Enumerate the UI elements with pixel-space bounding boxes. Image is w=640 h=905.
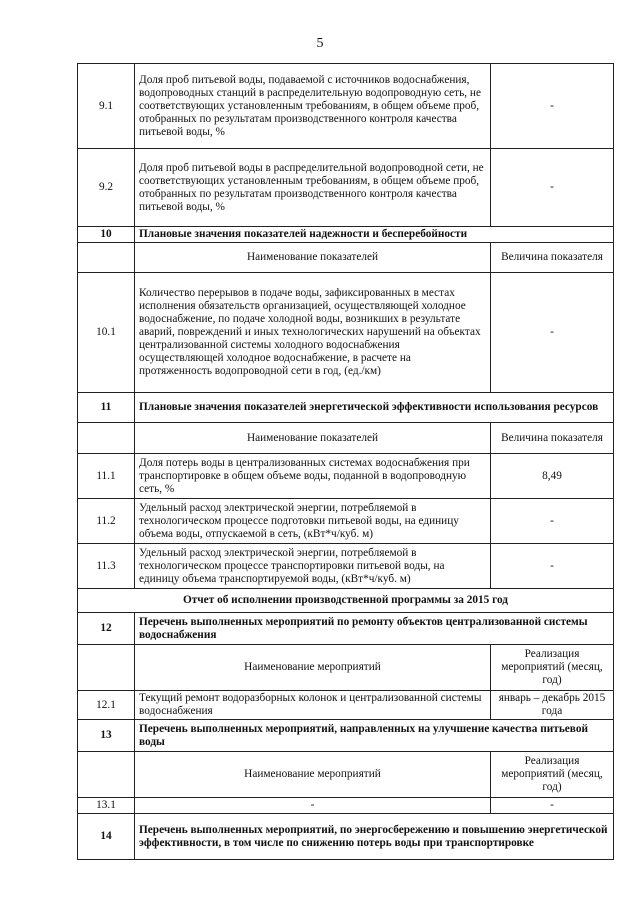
indicator-name: Удельный расход электрической энергии, потребляемой в технологическом процессе подготовки питьевой воды, на единицу объема воды, отпускаемой в сеть, (кВт*ч/куб. м) bbox=[135, 499, 491, 544]
header-row bbox=[78, 423, 614, 454]
header-row bbox=[78, 645, 614, 691]
activity-name: Текущий ремонт водоразборных колонок и централизованной системы водоснабжения bbox=[135, 691, 491, 720]
indicator-value: - bbox=[491, 64, 614, 149]
section-number: 12 bbox=[78, 613, 135, 645]
section-title: Плановые значения показателей энергетической эффективности использования ресурсов bbox=[135, 393, 614, 423]
table-row bbox=[78, 64, 614, 149]
column-header-value: Величина показателя bbox=[491, 423, 614, 454]
program-table bbox=[77, 63, 614, 860]
row-number: 11.1 bbox=[78, 454, 135, 499]
section-title: Перечень выполненных мероприятий, по энергосбережению и повышению энергетической эффективности, в том числе по снижению потерь воды при транспортировке bbox=[135, 814, 614, 860]
activity-name: - bbox=[135, 798, 491, 814]
column-header-name: Наименование показателей bbox=[135, 423, 491, 454]
indicator-name: Удельный расход электрической энергии, потребляемой в технологическом процессе транспортировки питьевой воды, на единицу объема транспортируемой воды, (кВт*ч/куб. м) bbox=[135, 544, 491, 589]
section-row bbox=[78, 227, 614, 243]
table-row bbox=[78, 544, 614, 589]
table-row bbox=[78, 149, 614, 227]
section-title: Перечень выполненных мероприятий, направленных на улучшение качества питьевой воды bbox=[135, 720, 614, 752]
indicator-name: Доля проб питьевой воды в распределительной водопроводной сети, не соответствующих установленным требованиям, в общем объеме проб, отобранных по результатам производственного контроля качества питьевой воды, % bbox=[135, 149, 491, 227]
empty-cell bbox=[78, 243, 135, 273]
section-title: Перечень выполненных мероприятий по ремонту объектов централизованной системы водоснабжения bbox=[135, 613, 614, 645]
column-header-name: Наименование показателей bbox=[135, 243, 491, 273]
indicator-name: Количество перерывов в подаче воды, зафиксированных в местах исполнения обязательств организацией, осуществляющей холодное водоснабжение, по подаче холодной воды, возникших в результате аварий, повреждений и иных технологических нарушений на объектах централизованной системы холодного водоснабжения осуществляющей холодное водоснабжение, в расчете на протяженность водопроводной сети в год, (ед./км) bbox=[135, 273, 491, 393]
table-row bbox=[78, 273, 614, 393]
row-number: 11.3 bbox=[78, 544, 135, 589]
table-row bbox=[78, 798, 614, 814]
indicator-value: 8,49 bbox=[491, 454, 614, 499]
row-number: 10.1 bbox=[78, 273, 135, 393]
report-row bbox=[78, 589, 614, 613]
section-number: 13 bbox=[78, 720, 135, 752]
section-title: Плановые значения показателей надежности и бесперебойности bbox=[135, 227, 614, 243]
header-row bbox=[78, 752, 614, 798]
indicator-value: - bbox=[491, 499, 614, 544]
section-number: 14 bbox=[78, 814, 135, 860]
row-number: 13.1 bbox=[78, 798, 135, 814]
column-header-value: Реализация мероприятий (месяц, год) bbox=[491, 645, 614, 691]
header-row bbox=[78, 243, 614, 273]
empty-cell bbox=[78, 752, 135, 798]
row-number: 9.2 bbox=[78, 149, 135, 227]
table-row bbox=[78, 691, 614, 720]
indicator-value: - bbox=[491, 149, 614, 227]
indicator-name: Доля потерь воды в централизованных системах водоснабжения при транспортировке в общем объеме воды, поданной в водопроводную сеть, % bbox=[135, 454, 491, 499]
report-title: Отчет об исполнении производственной программы за 2015 год bbox=[78, 589, 614, 613]
empty-cell bbox=[78, 423, 135, 454]
indicator-value: - bbox=[491, 544, 614, 589]
section-row bbox=[78, 613, 614, 645]
column-header-name: Наименование мероприятий bbox=[135, 752, 491, 798]
indicator-value: - bbox=[491, 273, 614, 393]
activity-period: - bbox=[491, 798, 614, 814]
section-row bbox=[78, 814, 614, 860]
table-row bbox=[78, 454, 614, 499]
row-number: 11.2 bbox=[78, 499, 135, 544]
section-row bbox=[78, 720, 614, 752]
column-header-value: Величина показателя bbox=[491, 243, 614, 273]
section-number: 10 bbox=[78, 227, 135, 243]
activity-period: январь – декабрь 2015 года bbox=[491, 691, 614, 720]
page-number: 5 bbox=[316, 36, 324, 51]
section-number: 11 bbox=[78, 393, 135, 423]
indicator-name: Доля проб питьевой воды, подаваемой с источников водоснабжения, водопроводных станций в распределительную водопроводную сеть, не соответствующих установленным требованиям, в общем объеме проб, отобранных по результатам производственного контроля качества питьевой воды, % bbox=[135, 64, 491, 149]
column-header-value: Реализация мероприятий (месяц, год) bbox=[491, 752, 614, 798]
column-header-name: Наименование мероприятий bbox=[135, 645, 491, 691]
row-number: 12.1 bbox=[78, 691, 135, 720]
section-row bbox=[78, 393, 614, 423]
empty-cell bbox=[78, 645, 135, 691]
table-row bbox=[78, 499, 614, 544]
row-number: 9.1 bbox=[78, 64, 135, 149]
